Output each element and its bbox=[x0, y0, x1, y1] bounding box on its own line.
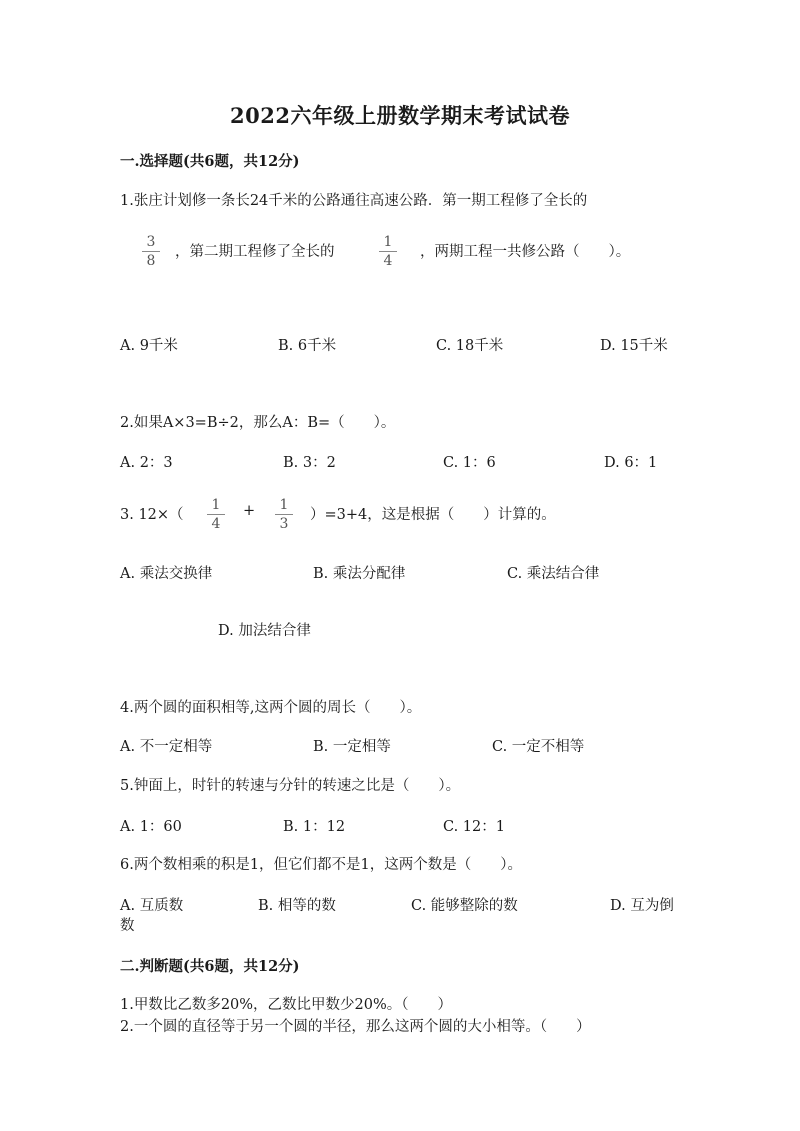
option-q4-b[interactable]: B. 一定相等 bbox=[313, 739, 391, 755]
option-q1-b[interactable]: B. 6千米 bbox=[278, 338, 337, 354]
question-4-text: 4.两个圆的面积相等,这两个圆的周长（ ）。 bbox=[120, 700, 422, 716]
question-6-text: 6.两个数相乘的积是1，但它们都不是1，这两个数是（ ）。 bbox=[120, 857, 523, 873]
option-q6-b[interactable]: B. 相等的数 bbox=[258, 898, 336, 914]
option-q2-c[interactable]: C. 1：6 bbox=[443, 455, 496, 471]
judgement-2: 2.一个圆的直径等于另一个圆的半径，那么这两个圆的大小相等。（ ） bbox=[120, 1019, 591, 1035]
option-q3-a[interactable]: A. 乘法交换律 bbox=[120, 566, 213, 582]
option-q2-b[interactable]: B. 3：2 bbox=[283, 455, 336, 471]
option-q2-d[interactable]: D. 6：1 bbox=[604, 455, 658, 471]
plus-sign: + bbox=[243, 503, 256, 519]
judgement-1: 1.甲数比乙数多20%，乙数比甲数少20%。（ ） bbox=[120, 997, 453, 1013]
fraction-1-3-q3: 1 3 bbox=[273, 497, 295, 532]
fraction-3-8: 3 8 bbox=[140, 234, 162, 269]
question-2-text: 2.如果A×3=B÷2，那么A：B=（ ）。 bbox=[120, 415, 396, 431]
option-q6-d[interactable]: D. 互为倒 bbox=[610, 898, 674, 914]
option-q5-c[interactable]: C. 12：1 bbox=[443, 819, 505, 835]
option-q5-b[interactable]: B. 1：12 bbox=[283, 819, 346, 835]
option-q1-c[interactable]: C. 18千米 bbox=[436, 338, 504, 354]
option-q4-c[interactable]: C. 一定不相等 bbox=[492, 739, 585, 755]
option-q1-a[interactable]: A. 9千米 bbox=[120, 338, 178, 354]
option-q3-b[interactable]: B. 乘法分配律 bbox=[313, 566, 406, 582]
option-q4-a[interactable]: A. 不一定相等 bbox=[120, 739, 213, 755]
option-q6-a[interactable]: A. 互质数 bbox=[120, 898, 184, 914]
question-3-prefix: 3. 12×（ bbox=[120, 507, 184, 523]
option-q2-a[interactable]: A. 2：3 bbox=[120, 455, 173, 471]
option-q5-a[interactable]: A. 1：60 bbox=[120, 819, 182, 835]
option-q3-c[interactable]: C. 乘法结合律 bbox=[507, 566, 600, 582]
option-q1-d[interactable]: D. 15千米 bbox=[600, 338, 668, 354]
question-1-text: 1.张庄计划修一条长24千米的公路通往高速公路．第一期工程修了全长的 bbox=[120, 193, 588, 209]
page-title: 2022六年级上册数学期末考试试卷 bbox=[230, 103, 570, 128]
option-q3-d[interactable]: D. 加法结合律 bbox=[218, 623, 311, 639]
option-q6-c[interactable]: C. 能够整除的数 bbox=[411, 898, 518, 914]
fraction-1-4: 1 4 bbox=[377, 234, 399, 269]
question-1-end: ，两期工程一共修公路（ ）。 bbox=[420, 244, 631, 260]
fraction-1-4-q3: 1 4 bbox=[205, 497, 227, 532]
option-q6-d-wrap: 数 bbox=[120, 918, 135, 934]
question-3-suffix: ）=3+4，这是根据（ ）计算的。 bbox=[310, 507, 556, 523]
question-5-text: 5.钟面上，时针的转速与分针的转速之比是（ ）。 bbox=[120, 778, 461, 794]
section-heading-judgement: 二.判断题(共6题，共12分) bbox=[120, 958, 300, 975]
question-1-mid: ，第二期工程修了全长的 bbox=[175, 244, 335, 260]
section-heading-choice: 一.选择题(共6题，共12分) bbox=[120, 153, 300, 170]
